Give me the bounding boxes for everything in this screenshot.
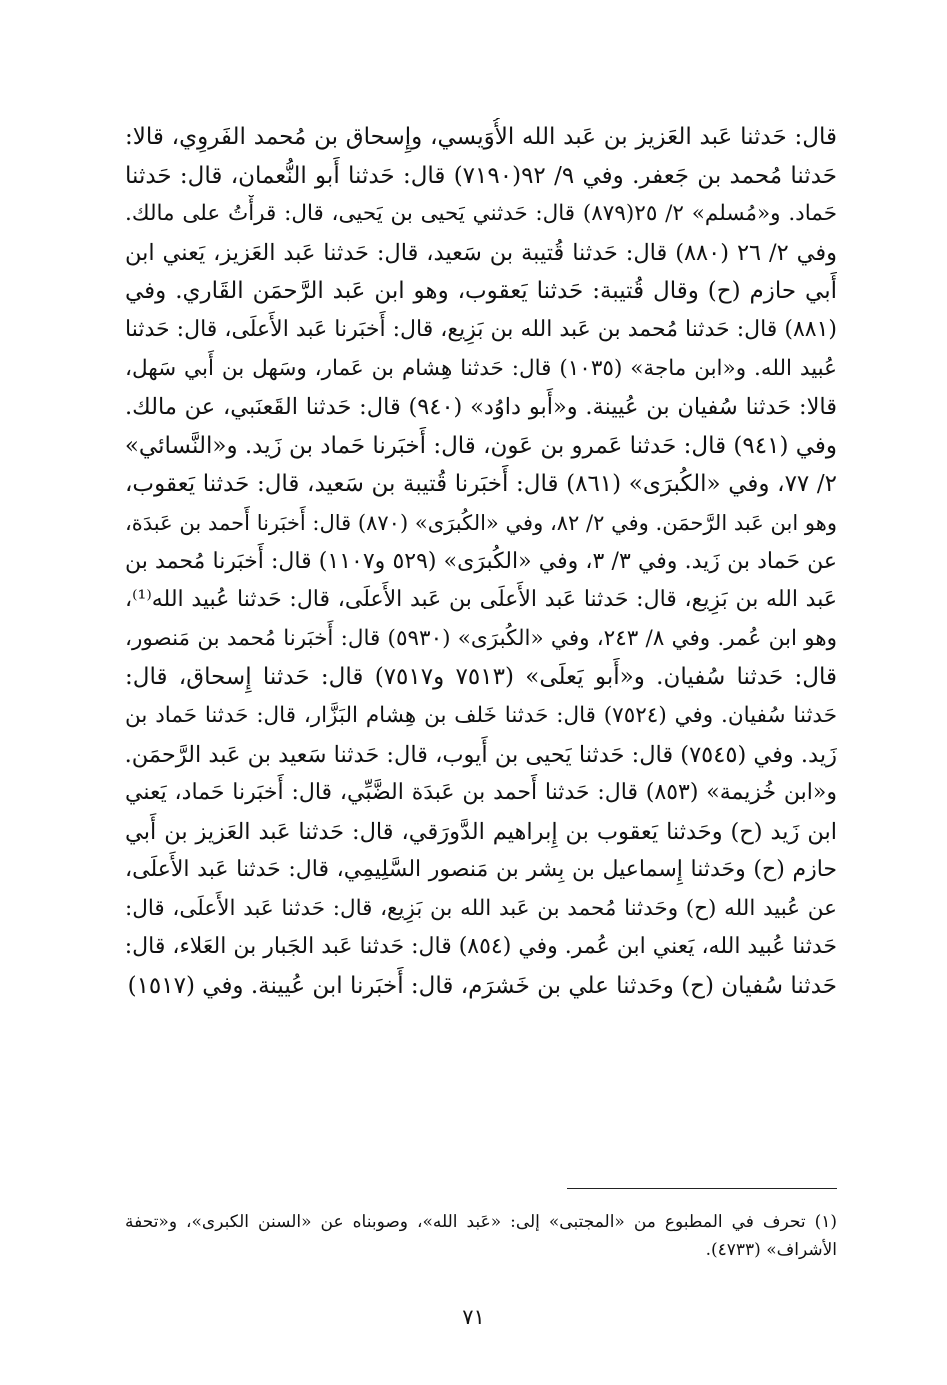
text-line: و«ابن خُزيمة» (٨٥٣) قال: حَدثنا أَحمد بن عَبدَة الضَّبِّي، قال: أَخبَرنا حَماد، يَعني [125,780,837,806]
text-line: أَبي حازم (ح) وقال قُتيبة: حَدثنا يَعقوب، وهو ابن عَبد الرَّحمَن القَاري. وفي [125,278,837,305]
page-number: ٧١ [462,1305,485,1329]
text-line: وهو ابن عُمر. وفي ٨/ ٢٤٣، وفي «الكُبرَى» (٥٩٣٠) قال: أَخبَرنا مُحمد بن مَنصور، [125,625,837,651]
text-line: قالا: حَدثنا سُفيان بن عُيينة. و«أَبو داوُد» (٩٤٠) قال: حَدثنا القَعنَبي، عن مالك. [125,394,837,421]
footnote-line: الأشراف» (٤٧٣٣). [705,1240,837,1260]
text-line: زَيد. وفي (٧٥٤٥) قال: حَدثنا يَحيى بن أَيوب، قال: حَدثنا سَعيد بن عَبد الرَّحمَن. [125,741,837,768]
text-line: ٢/ ٧٧، وفي «الكُبرَى» (٨٦١) قال: أَخبَرنا قُتيبة بن سَعيد، قال: حَدثنا يَعقوب، [125,471,837,498]
text-line: ابن زَيد (ح) وحَدثنا يَعقوب بن إِبراهيم الدَّورَقي، قال: حَدثنا عَبد العَزيز بن أَبي [125,818,837,845]
text-line: (٨٨١) قال: حَدثنا مُحمد بن عَبد الله بن بَزِيع، قال: أَخبَرنا عَبد الأَعلَى، قال: حَدثنا [125,316,837,342]
text-line: عن عُبيد الله (ح) وحَدثنا مُحمد بن عَبد الله بن بَزِيع، قال: حَدثنا عَبد الأَعلَى، قال: [125,895,837,921]
text-line: حَدثنا سُفيان (ح) وحَدثنا علي بن خَشرَم، قال: أَخبَرنا ابن عُيينة. وفي (١٥١٧) [127,973,837,1000]
footnote-separator [567,1188,837,1189]
main-text-block [125,118,837,1006]
text-line: عَبد الله بن بَزِيع، قال: حَدثنا عَبد الأَعلَى بن عَبد الأَعلَى، قال: حَدثنا عُبيد الله⁽¹⁾، [125,587,837,613]
text-line: وفي (٩٤١) قال: حَدثنا عَمرو بن عَون، قال: أَخبَرنا حَماد بن زَيد. و«النَّسائي» [125,432,837,459]
footnote-line: (١) تحرف في المطبوع من «المجتبى» إلى: «عَبد الله»، وصوبناه عن «السنن الكبرى»، و«تحفة [125,1212,837,1232]
text-line: وفي ٢/ ٢٦ (٨٨٠) قال: حَدثنا قُتيبة بن سَعيد، قال: حَدثنا عَبد العَزيز، يَعني ابن [125,239,837,266]
text-line: حَدثنا سُفيان. وفي (٧٥٢٤) قال: حَدثنا خَلف بن هِشام البَزَّار، قال: حَدثنا حَماد بن [125,702,837,728]
text-line: حَدثنا مُحمد بن جَعفر. وفي ٩/ ٩٢(٧١٩٠) قال: حَدثنا أَبو النُّعمان، قال: حَدثنا [125,162,837,189]
text-line: حازم (ح) وحَدثنا إِسماعيل بن بِشر بن مَنصور السَّلِيمِي، قال: حَدثنا عَبد الأَعلَى، [125,857,837,883]
text-line: وهو ابن عَبد الرَّحمَن. وفي ٢/ ٨٢، وفي «الكُبرَى» (٨٧٠) قال: أَخبَرنا أَحمد بن عَبدَة، [125,510,837,535]
footnote [125,1208,837,1264]
text-line: عن حَماد بن زَيد. وفي ٣/ ٣، وفي «الكُبرَى» (٥٢٩ و١١٠٧) قال: أَخبَرنا مُحمد بن [125,548,837,574]
text-line: قال: حَدثنا سُفيان. و«أَبو يَعلَى» (٧٥١٣ و٧٥١٧) قال: حَدثنا إِسحاق، قال: [125,664,837,691]
text-line: حَدثنا عُبيد الله، يَعني ابن عُمر. وفي (٨٥٤) قال: حَدثنا عَبد الجَبار بن العَلاء، قال: [125,934,837,960]
text-line: حَماد. و«مُسلم» ٢/ ٢٥(٨٧٩) قال: حَدثني يَحيى بن يَحيى، قال: قرأْتُ على مالك. [125,201,837,227]
text-line: عُبيد الله. و«ابن ماجة» (١٠٣٥) قال: حَدثنا هِشام بن عَمار، وسَهل بن أَبي سَهل، [125,355,837,381]
text-line: قال: حَدثنا عَبد العَزيز بن عَبد الله الأُوَيسي، وإِسحاق بن مُحمد الفَروِي، قالا: [125,124,837,150]
